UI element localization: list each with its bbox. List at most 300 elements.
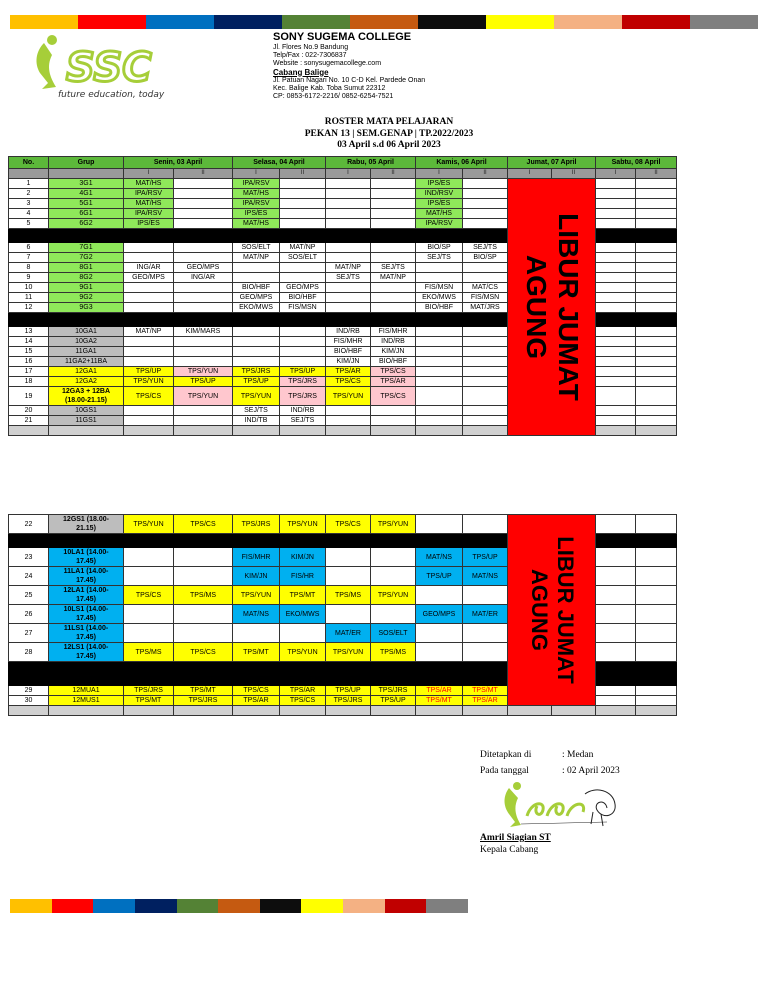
subject-cell bbox=[174, 219, 233, 229]
subject-cell bbox=[174, 179, 233, 189]
group-cell bbox=[49, 199, 124, 209]
stripe-segment bbox=[214, 15, 282, 29]
group-time: 17.45) bbox=[76, 615, 96, 622]
subject-cell: TPS/CS bbox=[326, 515, 371, 534]
subject-cell bbox=[124, 406, 174, 416]
subject-cell bbox=[371, 199, 416, 209]
subject-cell: TPS/JRS bbox=[124, 686, 174, 696]
separator-cell bbox=[371, 229, 416, 243]
footer-cell bbox=[371, 426, 416, 436]
holiday-label-line-2: AGUNG bbox=[526, 569, 552, 651]
subject-cell bbox=[233, 357, 280, 367]
subject-cell: IPS/ES bbox=[416, 179, 463, 189]
subject-cell bbox=[371, 548, 416, 567]
subject-cell: GEO/MPS bbox=[174, 263, 233, 273]
footer-cell bbox=[174, 426, 233, 436]
subject-cell bbox=[233, 347, 280, 357]
stripe-segment bbox=[10, 899, 52, 913]
separator-cell bbox=[174, 313, 233, 327]
group-cell bbox=[49, 406, 124, 416]
subject-cell bbox=[636, 189, 677, 199]
footer-cell bbox=[326, 706, 371, 716]
separator-cell bbox=[49, 534, 124, 548]
stripe-segment bbox=[350, 15, 418, 29]
group-cell bbox=[49, 367, 124, 377]
group-name: 10GS1 bbox=[75, 407, 97, 414]
subject-cell: GEO/MPS bbox=[416, 605, 463, 624]
subject-cell: EKO/MWS bbox=[416, 293, 463, 303]
subject-cell: BIO/HBF bbox=[416, 303, 463, 313]
row-number: 21 bbox=[9, 416, 49, 426]
group-cell bbox=[49, 643, 124, 662]
group-name: 8G1 bbox=[79, 264, 93, 271]
subject-cell: SEJ/TS bbox=[280, 416, 326, 426]
subject-cell: FIS/MHR bbox=[371, 327, 416, 337]
subject-cell bbox=[371, 605, 416, 624]
subject-cell bbox=[371, 243, 416, 253]
subject-cell bbox=[596, 696, 636, 706]
group-cell bbox=[49, 303, 124, 313]
subject-cell: IPA/RSV bbox=[124, 209, 174, 219]
row-number: 16 bbox=[9, 357, 49, 367]
footer-cell bbox=[552, 706, 596, 716]
subject-cell bbox=[174, 624, 233, 643]
header-day: Kamis, 06 April bbox=[416, 157, 508, 169]
subject-cell bbox=[636, 263, 677, 273]
separator-cell bbox=[233, 662, 280, 686]
separator-cell bbox=[371, 534, 416, 548]
subject-cell bbox=[233, 273, 280, 283]
subject-cell: TPS/YUN bbox=[371, 586, 416, 605]
top-color-stripe bbox=[10, 15, 758, 29]
subject-cell: TPS/UP bbox=[416, 567, 463, 586]
org-address: Jl. Flores No.9 Bandung bbox=[273, 44, 349, 51]
subject-cell bbox=[596, 406, 636, 416]
date-value: : 02 April 2023 bbox=[562, 766, 620, 776]
subject-cell bbox=[174, 293, 233, 303]
subject-cell bbox=[416, 347, 463, 357]
subject-cell bbox=[124, 253, 174, 263]
subject-cell bbox=[174, 283, 233, 293]
subject-cell bbox=[280, 263, 326, 273]
subject-cell bbox=[463, 515, 508, 534]
group-cell bbox=[49, 293, 124, 303]
subject-cell bbox=[371, 253, 416, 263]
subject-cell bbox=[636, 586, 677, 605]
subject-cell bbox=[174, 548, 233, 567]
subject-cell bbox=[596, 253, 636, 263]
separator-cell bbox=[174, 662, 233, 686]
group-name: 4G1 bbox=[79, 190, 93, 197]
stripe-segment bbox=[52, 899, 94, 913]
stripe-segment bbox=[78, 15, 146, 29]
session-label: II bbox=[371, 169, 416, 179]
subject-cell bbox=[463, 367, 508, 377]
subject-cell bbox=[174, 209, 233, 219]
header-day: Senin, 03 April bbox=[124, 157, 233, 169]
separator-cell bbox=[371, 662, 416, 686]
subject-cell: TPS/UP bbox=[326, 686, 371, 696]
subject-cell bbox=[371, 303, 416, 313]
footer-cell bbox=[371, 706, 416, 716]
separator-cell bbox=[280, 229, 326, 243]
subject-cell bbox=[416, 327, 463, 337]
subject-cell bbox=[596, 347, 636, 357]
subject-cell bbox=[326, 179, 371, 189]
separator-cell bbox=[9, 534, 49, 548]
subject-cell: MAT/NS bbox=[416, 548, 463, 567]
subject-cell bbox=[596, 189, 636, 199]
subject-cell bbox=[124, 293, 174, 303]
subject-cell bbox=[174, 406, 233, 416]
row-number: 25 bbox=[9, 586, 49, 605]
group-name: 7G2 bbox=[79, 254, 93, 261]
subject-cell bbox=[280, 357, 326, 367]
group-name: 11GS1 bbox=[75, 417, 97, 424]
group-name: 12LS1 (14.00- bbox=[63, 644, 109, 651]
holiday-label-line-1: LIBUR JUMAT bbox=[552, 536, 578, 684]
subject-cell: ING/AR bbox=[174, 273, 233, 283]
separator-cell bbox=[463, 313, 508, 327]
subject-cell bbox=[463, 337, 508, 347]
row-number: 4 bbox=[9, 209, 49, 219]
footer-cell bbox=[49, 426, 124, 436]
subject-cell: TPS/MT bbox=[233, 643, 280, 662]
group-time: (18.00-21.15) bbox=[64, 397, 108, 404]
subject-cell bbox=[326, 303, 371, 313]
subject-cell: TPS/MT bbox=[174, 686, 233, 696]
separator-cell bbox=[596, 662, 636, 686]
session-label: I bbox=[124, 169, 174, 179]
subject-cell bbox=[463, 387, 508, 406]
subject-cell bbox=[596, 624, 636, 643]
subject-cell bbox=[174, 416, 233, 426]
subject-cell: TPS/AR bbox=[233, 696, 280, 706]
subject-cell bbox=[124, 347, 174, 357]
subject-cell bbox=[463, 586, 508, 605]
group-cell bbox=[49, 219, 124, 229]
subject-cell bbox=[596, 179, 636, 189]
group-name: 6G2 bbox=[79, 220, 93, 227]
row-number: 14 bbox=[9, 337, 49, 347]
subject-cell: MAT/HS bbox=[416, 209, 463, 219]
separator-cell bbox=[416, 313, 463, 327]
subject-cell: TPS/AR bbox=[416, 686, 463, 696]
subject-cell bbox=[596, 548, 636, 567]
subject-cell: FIS/MSN bbox=[463, 293, 508, 303]
subject-cell: TPS/CS bbox=[233, 686, 280, 696]
group-cell bbox=[49, 548, 124, 567]
subject-cell bbox=[371, 406, 416, 416]
subject-cell: MAT/HS bbox=[124, 199, 174, 209]
subject-cell bbox=[416, 406, 463, 416]
subject-cell: TPS/JRS bbox=[174, 696, 233, 706]
row-number: 17 bbox=[9, 367, 49, 377]
subject-cell: MAT/NS bbox=[233, 605, 280, 624]
group-cell bbox=[49, 567, 124, 586]
row-number: 13 bbox=[9, 327, 49, 337]
session-label: II bbox=[280, 169, 326, 179]
subject-cell: TPS/CS bbox=[124, 586, 174, 605]
separator-cell bbox=[326, 229, 371, 243]
subject-cell: IND/RB bbox=[326, 327, 371, 337]
subject-cell bbox=[371, 567, 416, 586]
subject-cell: TPS/YUN bbox=[326, 643, 371, 662]
separator-cell bbox=[463, 662, 508, 686]
group-name: 8G2 bbox=[79, 274, 93, 281]
document-titles bbox=[0, 117, 768, 152]
subject-cell bbox=[416, 337, 463, 347]
group-name: 6G1 bbox=[79, 210, 93, 217]
bottom-color-stripe bbox=[10, 899, 468, 913]
subject-cell bbox=[174, 347, 233, 357]
subheader-blank bbox=[49, 169, 124, 179]
subheader-blank bbox=[9, 169, 49, 179]
group-cell bbox=[49, 686, 124, 696]
group-name: 12MUS1 bbox=[72, 697, 100, 704]
subject-cell bbox=[280, 179, 326, 189]
separator-cell bbox=[174, 534, 233, 548]
footer-cell bbox=[233, 426, 280, 436]
subject-cell: TPS/AR bbox=[463, 696, 508, 706]
group-cell bbox=[49, 209, 124, 219]
subject-cell: SEJ/TS bbox=[233, 406, 280, 416]
subject-cell bbox=[174, 253, 233, 263]
row-number: 10 bbox=[9, 283, 49, 293]
footer-cell bbox=[9, 706, 49, 716]
subject-cell bbox=[636, 357, 677, 367]
signature-stamp-icon bbox=[497, 780, 622, 830]
session-label: I bbox=[326, 169, 371, 179]
subject-cell: MAT/ER bbox=[326, 624, 371, 643]
title-line-2: PEKAN 13 | SEM.GENAP | TP.2022/2023 bbox=[304, 128, 474, 139]
subject-cell bbox=[596, 283, 636, 293]
group-cell bbox=[49, 189, 124, 199]
subject-cell: FIS/MHR bbox=[233, 548, 280, 567]
group-name: 11LA1 (14.00- bbox=[63, 568, 109, 575]
subject-cell: TPS/UP bbox=[174, 377, 233, 387]
holiday-label-line-2: AGUNG bbox=[520, 254, 552, 360]
subject-cell bbox=[636, 367, 677, 377]
header-day: Selasa, 04 April bbox=[233, 157, 326, 169]
separator-cell bbox=[124, 229, 174, 243]
subject-cell bbox=[463, 406, 508, 416]
subject-cell bbox=[596, 243, 636, 253]
subject-cell bbox=[636, 567, 677, 586]
subject-cell: KIM/MARS bbox=[174, 327, 233, 337]
subject-cell bbox=[636, 243, 677, 253]
subject-cell bbox=[463, 219, 508, 229]
subject-cell bbox=[326, 548, 371, 567]
subject-cell: TPS/CS bbox=[124, 387, 174, 406]
group-cell bbox=[49, 263, 124, 273]
subject-cell: MAT/NP bbox=[280, 243, 326, 253]
row-number: 23 bbox=[9, 548, 49, 567]
subject-cell bbox=[416, 377, 463, 387]
subject-cell bbox=[124, 357, 174, 367]
group-time: 17.45) bbox=[76, 634, 96, 641]
row-number: 2 bbox=[9, 189, 49, 199]
group-name: 12GA3 + 12BA bbox=[61, 388, 111, 395]
subject-cell bbox=[326, 253, 371, 263]
subject-cell bbox=[596, 387, 636, 406]
org-website: Website : sonysugemacollege.com bbox=[273, 60, 382, 68]
subject-cell bbox=[326, 209, 371, 219]
subject-cell: SOS/ELT bbox=[280, 253, 326, 263]
holiday-label bbox=[520, 213, 584, 401]
subject-cell: TPS/YUN bbox=[124, 377, 174, 387]
footer-cell bbox=[9, 426, 49, 436]
subject-cell bbox=[326, 605, 371, 624]
subject-cell: FIS/HR bbox=[280, 567, 326, 586]
separator-cell bbox=[416, 229, 463, 243]
footer-cell bbox=[636, 426, 677, 436]
stripe-segment bbox=[218, 899, 260, 913]
row-number: 27 bbox=[9, 624, 49, 643]
logo-letters: SSC bbox=[66, 45, 152, 91]
subject-cell: SEJ/TS bbox=[463, 243, 508, 253]
group-name: 3G1 bbox=[79, 180, 93, 187]
separator-cell bbox=[636, 229, 677, 243]
subject-cell bbox=[371, 293, 416, 303]
subject-cell bbox=[174, 337, 233, 347]
footer-cell bbox=[636, 706, 677, 716]
subject-cell bbox=[636, 283, 677, 293]
subject-cell bbox=[124, 337, 174, 347]
subject-cell bbox=[636, 686, 677, 696]
subject-cell: TPS/YUN bbox=[233, 586, 280, 605]
separator-cell bbox=[596, 229, 636, 243]
subject-cell: TPS/MT bbox=[124, 696, 174, 706]
row-number: 11 bbox=[9, 293, 49, 303]
subject-cell: IPS/ES bbox=[233, 209, 280, 219]
org-telp: Telp/Fax : 022-7306837 bbox=[273, 52, 347, 60]
stripe-segment bbox=[622, 15, 690, 29]
title-line-3: 03 April s.d 06 April 2023 bbox=[337, 140, 441, 150]
row-number: 28 bbox=[9, 643, 49, 662]
subject-cell bbox=[280, 199, 326, 209]
subject-cell bbox=[596, 219, 636, 229]
subject-cell bbox=[371, 219, 416, 229]
holiday-label-line-1: LIBUR JUMAT bbox=[552, 213, 584, 401]
footer-cell bbox=[124, 706, 174, 716]
group-name: 5G1 bbox=[79, 200, 93, 207]
subject-cell: IND/TB bbox=[233, 416, 280, 426]
header-grup: Grup bbox=[49, 157, 124, 169]
group-time: 17.45) bbox=[76, 596, 96, 603]
subject-cell bbox=[174, 357, 233, 367]
subject-cell bbox=[463, 624, 508, 643]
separator-cell bbox=[463, 534, 508, 548]
footer-cell bbox=[596, 706, 636, 716]
group-time: 21.15) bbox=[76, 525, 96, 532]
subject-cell bbox=[596, 209, 636, 219]
place-label: Ditetapkan di bbox=[480, 750, 532, 760]
subject-cell: TPS/YUN bbox=[174, 387, 233, 406]
row-number: 7 bbox=[9, 253, 49, 263]
branch-address-1: Jl. Patuan Nagari No. 10 C-D Kel. Pardede Onan bbox=[273, 76, 426, 84]
group-name: 12MUA1 bbox=[72, 687, 100, 694]
subject-cell: TPS/YUN bbox=[280, 643, 326, 662]
subject-cell bbox=[636, 337, 677, 347]
group-cell bbox=[49, 605, 124, 624]
group-name: 10GA2 bbox=[75, 338, 97, 345]
subject-cell bbox=[416, 367, 463, 377]
signer-block bbox=[480, 832, 551, 856]
session-label: II bbox=[636, 169, 677, 179]
subject-cell bbox=[463, 377, 508, 387]
group-cell bbox=[49, 347, 124, 357]
subject-cell: BIO/SP bbox=[416, 243, 463, 253]
group-name: 9G2 bbox=[79, 294, 93, 301]
subject-cell bbox=[636, 387, 677, 406]
holiday-block bbox=[508, 179, 596, 436]
table-footer-row bbox=[9, 706, 677, 716]
separator-cell bbox=[636, 313, 677, 327]
subject-cell: IND/RB bbox=[280, 406, 326, 416]
separator-cell bbox=[9, 313, 49, 327]
separator-cell bbox=[326, 313, 371, 327]
subject-cell bbox=[326, 283, 371, 293]
separator-cell bbox=[174, 229, 233, 243]
subject-cell: IPS/ES bbox=[416, 199, 463, 209]
subject-cell: TPS/JRS bbox=[233, 367, 280, 377]
subject-cell: FIS/MHR bbox=[326, 337, 371, 347]
subject-cell: TPS/MT bbox=[416, 696, 463, 706]
branch-name: Cabang Balige bbox=[273, 67, 329, 77]
subject-cell bbox=[596, 273, 636, 283]
separator-cell bbox=[49, 662, 124, 686]
subject-cell: BIO/HBF bbox=[371, 357, 416, 367]
subject-cell: TPS/AR bbox=[371, 377, 416, 387]
subject-cell bbox=[636, 347, 677, 357]
subject-cell: GEO/MPS bbox=[233, 293, 280, 303]
subject-cell: TPS/YUN bbox=[326, 387, 371, 406]
subject-cell bbox=[596, 586, 636, 605]
subject-cell bbox=[124, 567, 174, 586]
signer-name: Amril Siagian ST bbox=[480, 833, 551, 843]
subject-cell: FIS/MSN bbox=[280, 303, 326, 313]
subject-cell: KIM/JN bbox=[280, 548, 326, 567]
separator-cell bbox=[280, 662, 326, 686]
subject-cell bbox=[416, 515, 463, 534]
header-no: No. bbox=[9, 157, 49, 169]
subject-cell bbox=[463, 327, 508, 337]
subject-cell: BIO/SP bbox=[463, 253, 508, 263]
group-name: 12LA1 (14.00- bbox=[63, 587, 109, 594]
separator-cell bbox=[233, 229, 280, 243]
subject-cell bbox=[636, 273, 677, 283]
separator-cell bbox=[326, 534, 371, 548]
subject-cell bbox=[233, 327, 280, 337]
subject-cell: TPS/CS bbox=[174, 643, 233, 662]
subject-cell bbox=[124, 283, 174, 293]
branch-contact: CP: 0853-6172-2216/ 0852-6254-7521 bbox=[273, 93, 394, 101]
group-cell bbox=[49, 327, 124, 337]
subject-cell bbox=[636, 209, 677, 219]
session-label: II bbox=[463, 169, 508, 179]
group-cell bbox=[49, 179, 124, 189]
footer-cell bbox=[280, 706, 326, 716]
subject-cell: KIM/JN bbox=[371, 347, 416, 357]
stripe-segment bbox=[343, 899, 385, 913]
subject-cell bbox=[371, 416, 416, 426]
subject-cell: TPS/CS bbox=[371, 387, 416, 406]
subject-cell: TPS/UP bbox=[280, 367, 326, 377]
row-number: 30 bbox=[9, 696, 49, 706]
subject-cell bbox=[636, 179, 677, 189]
group-cell bbox=[49, 283, 124, 293]
